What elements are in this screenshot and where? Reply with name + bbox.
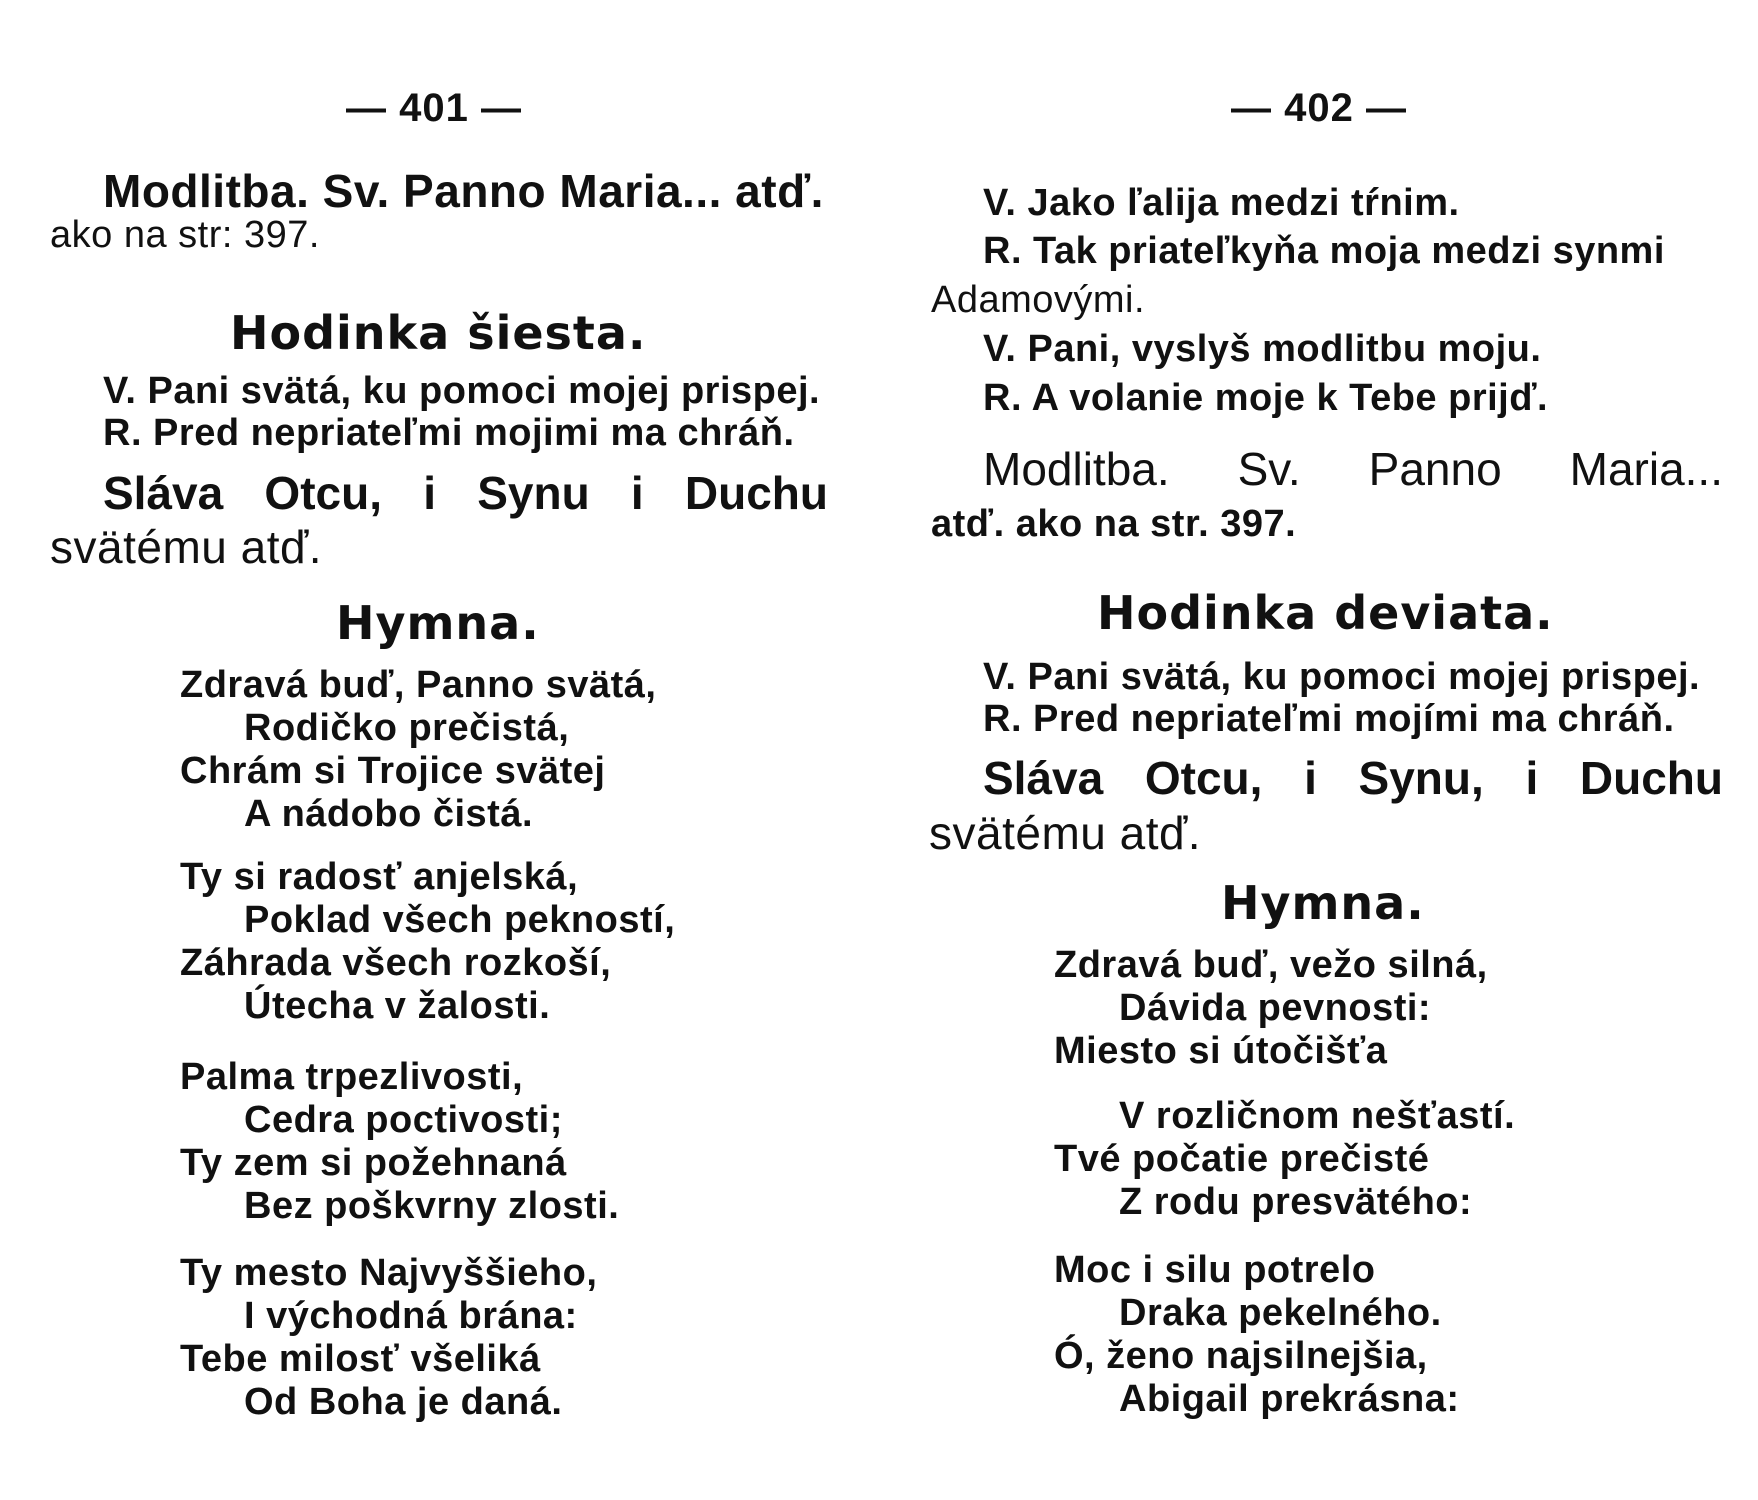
response-continuation: Adamovými. [931,279,1146,321]
hymn-line: Miesto si útočišťa [1054,1030,1388,1072]
hymn-line: Od Boha je daná. [244,1381,563,1423]
hymn-line: Dávida pevnosti: [1119,987,1432,1029]
hymn-line: Zdravá buď, Panno svätá, [180,664,657,706]
hymn-line: Moc i silu potrelo [1054,1249,1376,1291]
hymn-line: Záhrada všech rozkoší, [180,942,612,984]
hymn-line: Ty si radosť anjelská, [180,856,579,898]
gloria-line: Sláva Otcu, i Synu, i Duchu [983,752,1723,804]
page-number: — 401 — [346,86,522,130]
hymn-title: Hymna. [1221,876,1425,930]
versicle: V. Pani svätá, ku pomoci mojej prispej. [103,370,821,412]
page-number: — 402 — [1231,86,1407,130]
gloria-continuation: svätému atď. [929,807,1202,859]
hymn-line: Útecha v žalosti. [244,985,551,1027]
versicle: V. Jako ľalija medzi tŕnim. [983,182,1460,224]
hymn-title: Hymna. [336,596,540,650]
response: R. Pred nepriateľmi mojimi ma chráň. [103,412,795,454]
section-heading: Hodinka deviata. [1097,586,1554,640]
response: R. Pred nepriateľmi mojími ma chráň. [983,698,1675,740]
prayer-reference: ako na str: 397. [50,214,320,256]
prayer-line: Modlitba. Sv. Panno Maria... atď. [103,165,824,217]
hymn-line: Rodičko prečistá, [244,707,570,749]
hymn-line: Ty zem si požehnaná [180,1142,567,1184]
hymn-line: Z rodu presvätého: [1119,1181,1473,1223]
hymn-line: Poklad všech pekností, [244,899,676,941]
hymn-line: Ó, ženo najsilnejšia, [1054,1335,1428,1377]
gloria-continuation: svätému atď. [50,521,323,573]
prayer-line: Modlitba. Sv. Panno Maria... [983,443,1723,495]
hymn-line: A nádobo čistá. [244,793,534,835]
hymn-line: Abigail prekrásna: [1119,1378,1460,1420]
hymn-line: Tebe milosť všeliká [180,1338,541,1380]
hymn-line: Ty mesto Najvyššieho, [180,1252,598,1294]
versicle: V. Pani, vyslyš modlitbu moju. [983,328,1542,370]
versicle: V. Pani svätá, ku pomoci mojej prispej. [983,656,1701,698]
gloria-line: Sláva Otcu, i Synu i Duchu [103,467,828,519]
hymn-line: V rozličnom nešťastí. [1119,1095,1516,1137]
hymn-line: Bez poškvrny zlosti. [244,1185,620,1227]
response: R. Tak priateľkyňa moja medzi synmi [983,230,1665,272]
response: R. A volanie moje k Tebe prijď. [983,377,1549,419]
hymn-line: Draka pekelného. [1119,1292,1442,1334]
hymn-line: Tvé počatie prečisté [1054,1138,1430,1180]
hymn-line: Zdravá buď, vežo silná, [1054,944,1488,986]
hymn-line: I východná brána: [244,1295,578,1337]
section-heading: Hodinka šiesta. [230,306,647,360]
hymn-line: Palma trpezlivosti, [180,1056,524,1098]
page-402 [879,0,1758,1500]
prayer-reference: atď. ako na str. 397. [931,503,1297,545]
hymn-line: Chrám si Trojice svätej [180,750,606,792]
hymn-line: Cedra poctivosti; [244,1099,563,1141]
